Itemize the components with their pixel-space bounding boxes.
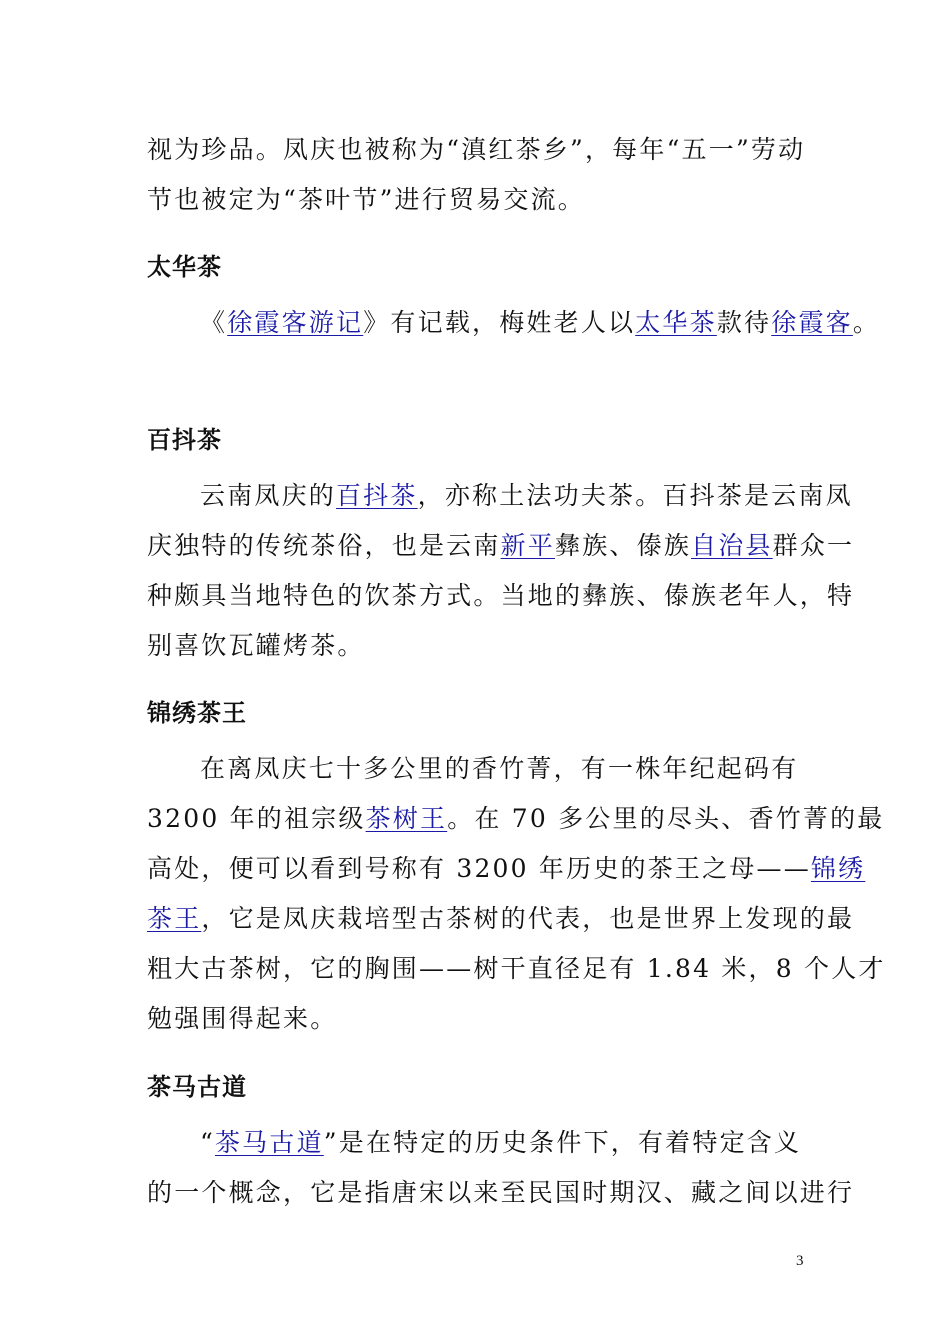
text-span: 群众一 <box>772 531 855 560</box>
paragraph-line <box>200 480 853 512</box>
link-tea-tree-king[interactable]: 茶树王 <box>365 804 448 833</box>
paragraph-line: 的一个概念，它是指唐宋以来至民国时期汉、藏之间以进行 <box>147 1178 855 1207</box>
link-xinping[interactable]: 新平 <box>500 531 556 560</box>
text-span: 庆独特的传统茶俗，也是云南 <box>147 531 501 560</box>
section-heading-chama: 茶马古道 <box>147 1073 247 1101</box>
text-span: 云南凤庆的 <box>200 481 337 510</box>
text-span: ”是在特定的历史条件下，有着特定含义 <box>323 1128 802 1157</box>
text-span: 《 <box>200 308 228 337</box>
paragraph-line: 粗大古茶树，它的胸围——树干直径足有 1.84 米，8 个人才 <box>147 954 886 983</box>
paragraph-line: 勉强围得起来。 <box>147 1004 338 1033</box>
paragraph-line: 视为珍品。凤庆也被称为“滇红茶乡”，每年“五一”劳动 <box>147 135 806 164</box>
text-span: 彝族、傣族 <box>555 531 692 560</box>
paragraph-line: 在离凤庆七十多公里的香竹菁，有一株年纪起码有 <box>200 754 799 783</box>
section-heading-jinxiu: 锦绣茶王 <box>147 699 247 727</box>
text-span: ，它是凤庆栽培型古茶树的代表，也是世界上发现的最 <box>201 904 855 933</box>
text-span: 。 <box>852 308 881 337</box>
text-span: 款待 <box>716 308 772 337</box>
text-span: ，亦称土法功夫茶。百抖茶是云南凤 <box>417 481 853 510</box>
paragraph-line <box>147 903 855 935</box>
link-xuxiake-youji[interactable]: 徐霞客游记 <box>227 308 364 337</box>
text-span: 高处，便可以看到号称有 3200 年历史的茶王之母—— <box>147 854 811 883</box>
link-xuxiake[interactable]: 徐霞客 <box>771 308 853 337</box>
page-number: 3 <box>796 1253 804 1269</box>
text-span: 3200 年的祖宗级 <box>147 804 366 833</box>
paragraph-line: 别喜饮瓦罐烤茶。 <box>147 631 365 660</box>
section-heading-baidou: 百抖茶 <box>147 426 222 454</box>
text-span: “ <box>200 1128 215 1157</box>
link-baidou-tea[interactable]: 百抖茶 <box>336 481 418 510</box>
section-heading-taihua: 太华茶 <box>147 253 222 281</box>
paragraph-line <box>147 530 855 562</box>
link-autonomous-county[interactable]: 自治县 <box>691 531 773 560</box>
paragraph-line: 种颇具当地特色的饮茶方式。当地的彝族、傣族老年人，特 <box>147 581 855 610</box>
text-span: 》有记载，梅姓老人以 <box>363 308 636 337</box>
link-taihua-tea[interactable]: 太华茶 <box>635 308 717 337</box>
paragraph-line <box>200 307 881 339</box>
paragraph-line <box>147 853 866 885</box>
link-jinxiu-tea-king[interactable]: 锦绣 <box>810 854 866 883</box>
paragraph-line: 节也被定为“茶叶节”进行贸易交流。 <box>147 185 585 214</box>
link-jinxiu-tea-king[interactable]: 茶王 <box>147 904 202 933</box>
link-tea-horse-road[interactable]: 茶马古道 <box>214 1128 324 1157</box>
paragraph-line <box>147 803 885 835</box>
text-span: 。在 70 多公里的尽头、香竹菁的最 <box>447 804 885 833</box>
paragraph-line <box>200 1127 812 1159</box>
